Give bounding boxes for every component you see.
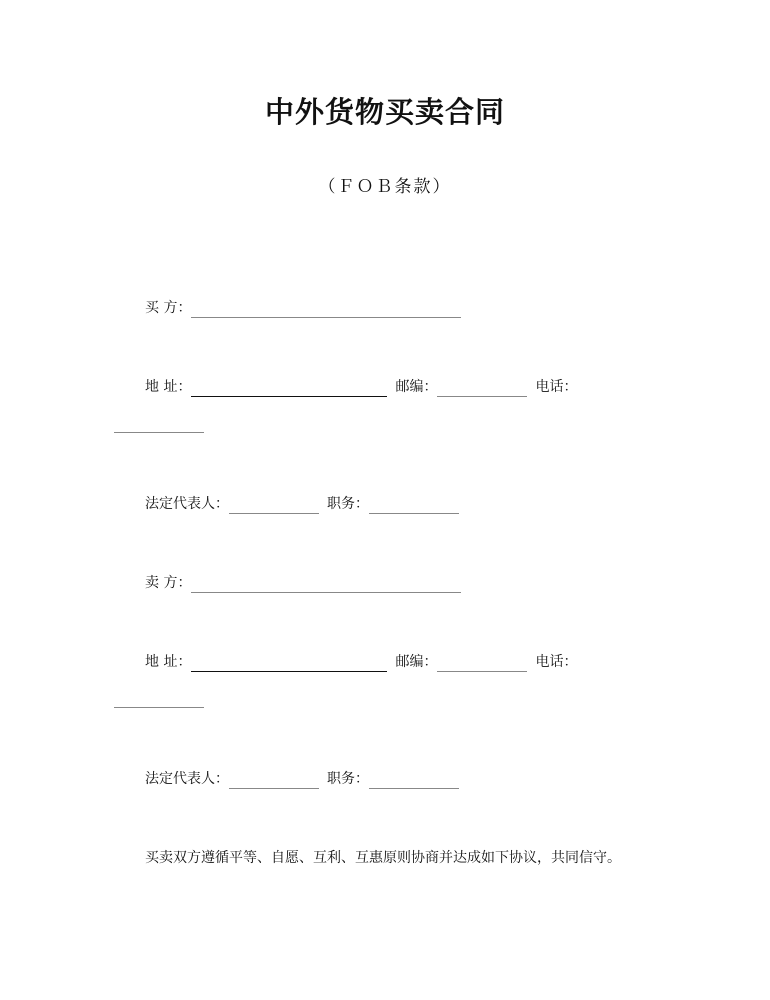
buyer-postcode-blank[interactable] [437, 381, 527, 397]
contract-subtitle: （ＦＯＢ条款） [318, 177, 452, 197]
buyer-postcode-label: 邮编： [395, 379, 438, 395]
seller-party-label: 卖 方： [145, 575, 192, 591]
agreement-statement: 买卖双方遵循平等、自愿、互利、互惠原则协商并达成如下协议，共同信守。 [145, 850, 621, 866]
seller-rep-blank[interactable] [229, 773, 319, 789]
seller-address-blank[interactable] [191, 656, 387, 672]
buyer-phone-blank[interactable] [114, 432, 204, 433]
seller-position-label: 职务： [327, 771, 369, 787]
buyer-name-blank[interactable] [191, 302, 461, 318]
seller-address-row [145, 652, 577, 672]
seller-phone-blank[interactable] [114, 707, 204, 708]
buyer-position-blank[interactable] [369, 498, 459, 514]
seller-address-label: 地 址： [145, 654, 192, 670]
buyer-address-row [145, 377, 577, 397]
seller-postcode-label: 邮编： [395, 654, 438, 670]
seller-party-row [145, 573, 461, 593]
seller-rep-row [145, 769, 459, 789]
contract-title: 中外货物买卖合同 [264, 95, 505, 129]
buyer-address-label: 地 址： [145, 379, 192, 395]
buyer-party-row [145, 298, 461, 318]
buyer-party-label: 买 方： [145, 300, 192, 316]
seller-rep-label: 法定代表人： [145, 771, 229, 787]
buyer-position-label: 职务： [327, 496, 369, 512]
buyer-rep-label: 法定代表人： [145, 496, 229, 512]
buyer-phone-label: 电话： [535, 379, 578, 395]
buyer-rep-row [145, 494, 459, 514]
seller-postcode-blank[interactable] [437, 656, 527, 672]
buyer-address-blank[interactable] [191, 381, 387, 397]
seller-name-blank[interactable] [191, 577, 461, 593]
seller-position-blank[interactable] [369, 773, 459, 789]
buyer-rep-blank[interactable] [229, 498, 319, 514]
seller-phone-label: 电话： [535, 654, 578, 670]
